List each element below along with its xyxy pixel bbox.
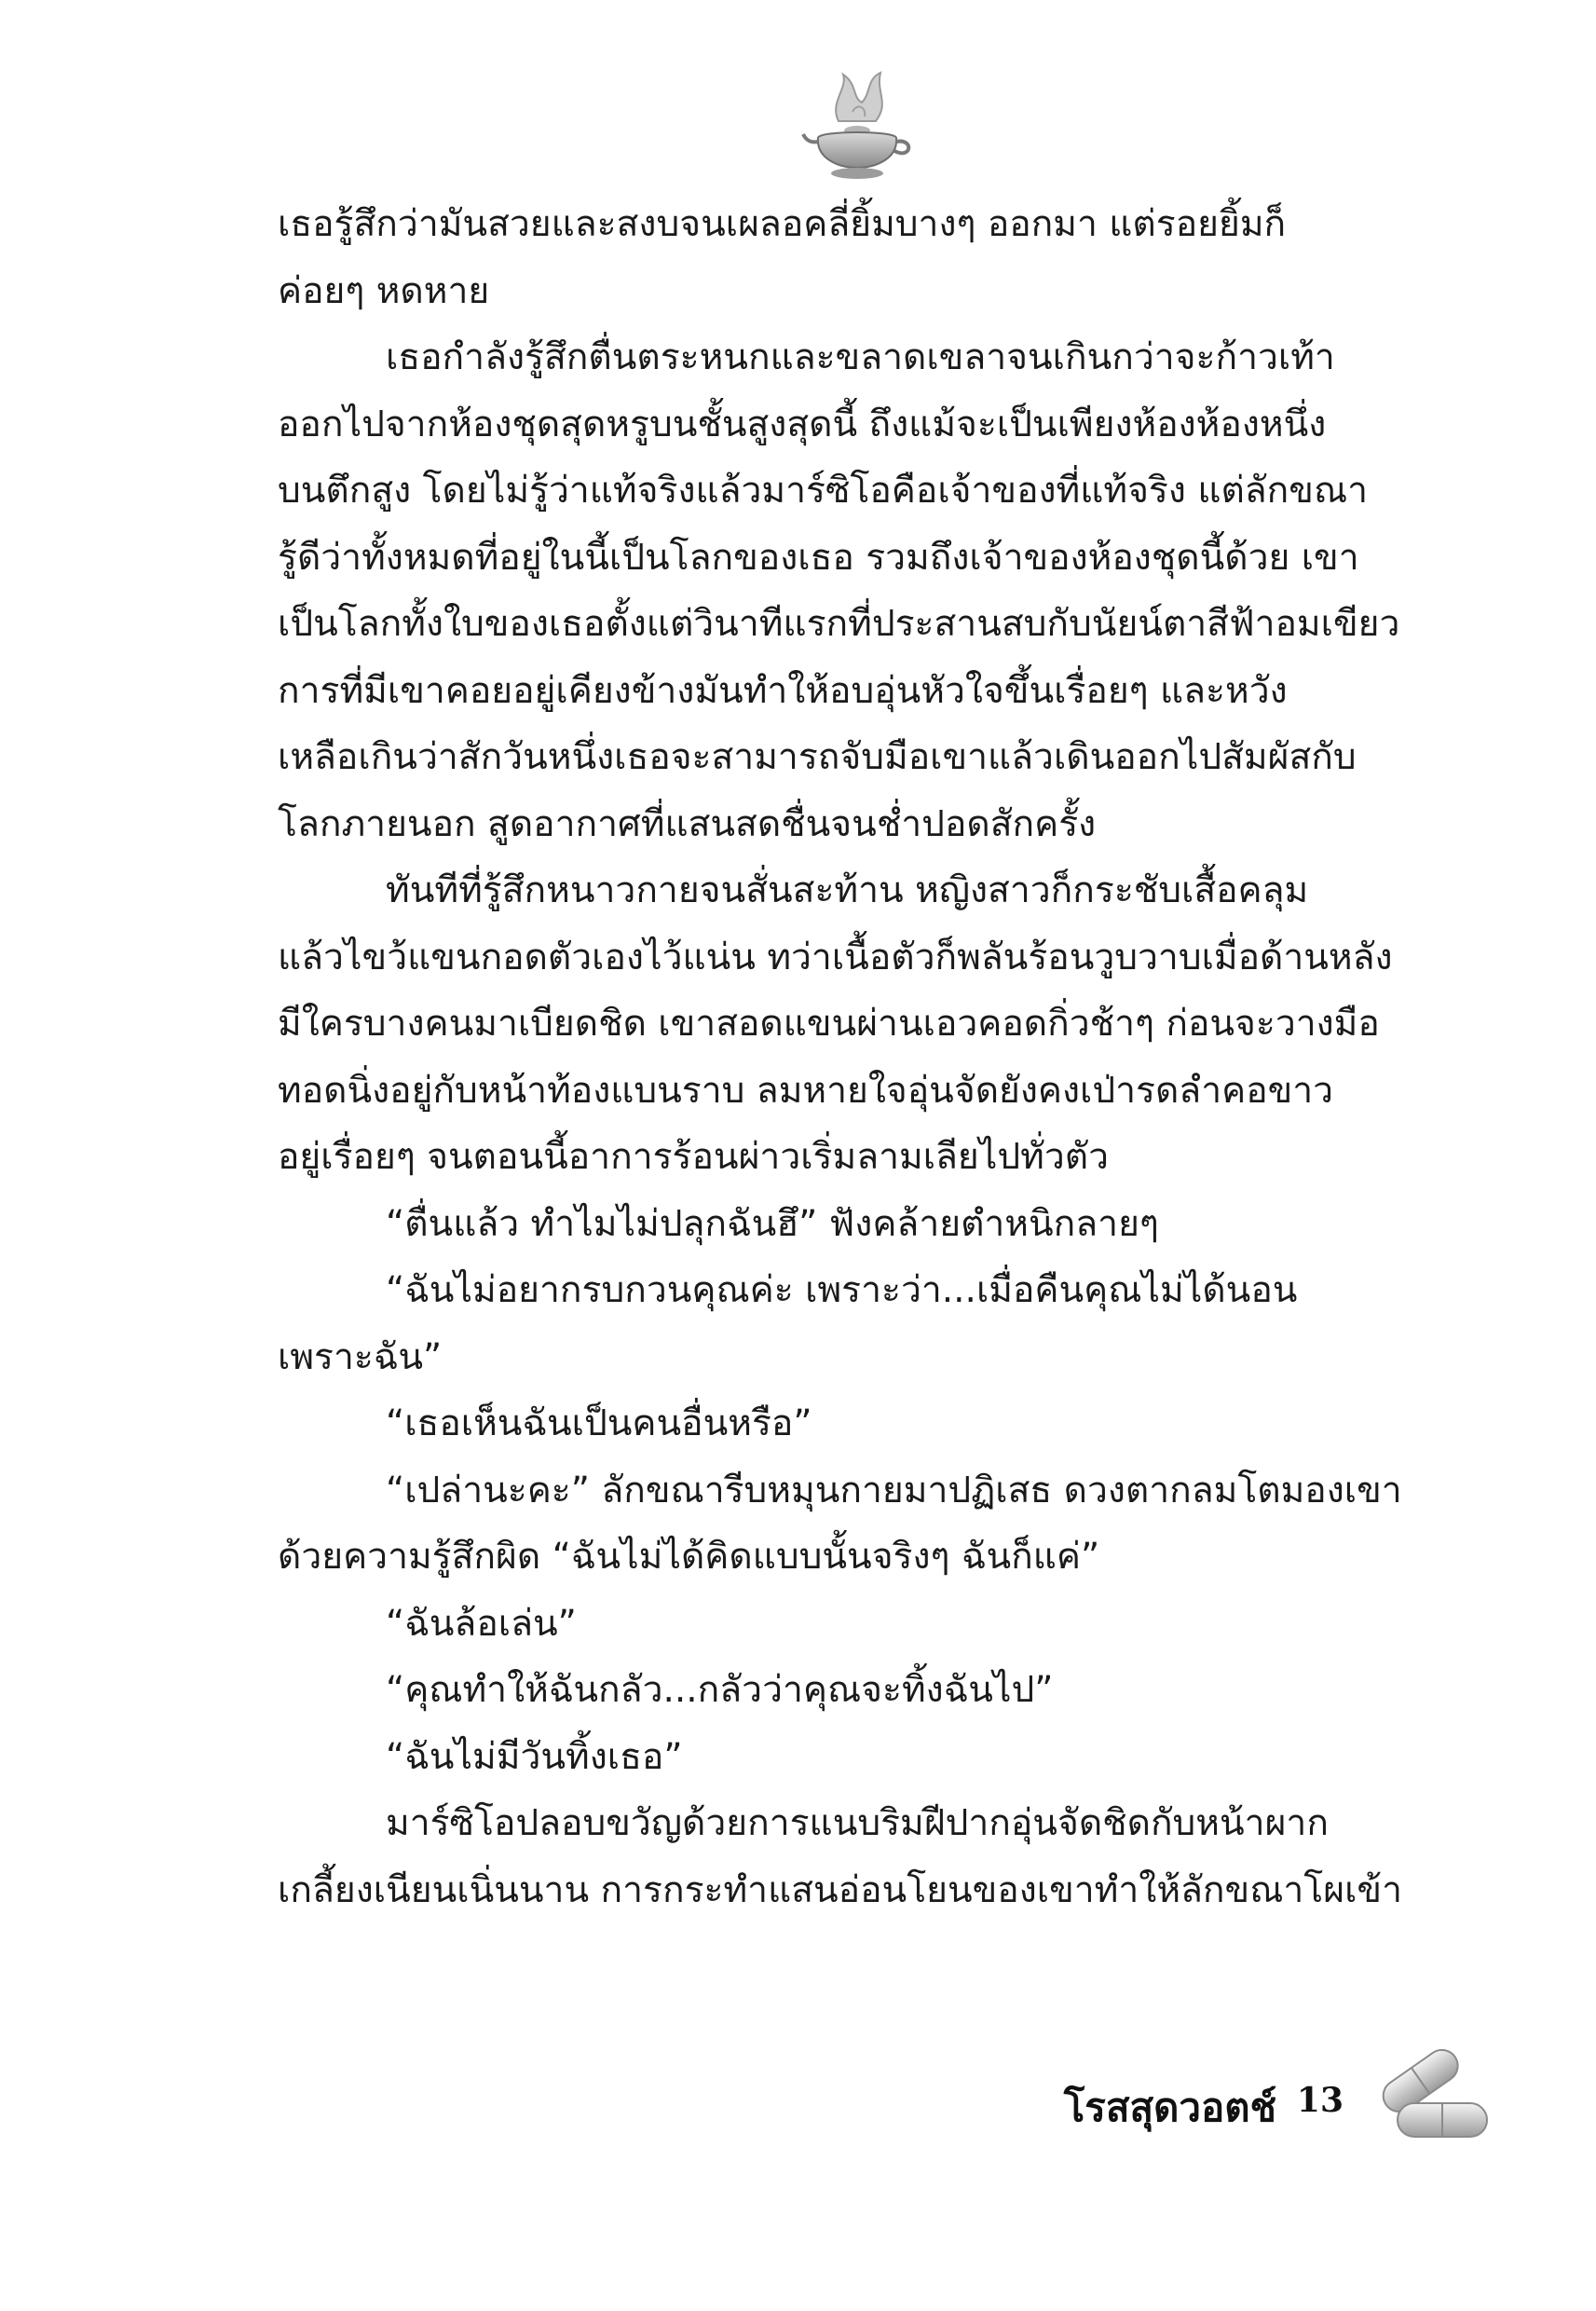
page-number: 13 [1296,2081,1344,2120]
text-line: แล้วไขว้แขนกอดตัวเองไว้แน่น ทว่าเนื้อตัวก็พลันร้อนวูบวาบเมื่อด้านหลัง [278,936,1393,978]
text-line: “ฉันไม่อยากรบกวนคุณค่ะ เพราะว่า...เมื่อคืนคุณไม่ได้นอน [386,1269,1298,1311]
text-line: “ฉันล้อเล่น” [386,1602,577,1645]
text-line: มีใครบางคนมาเบียดชิด เขาสอดแขนผ่านเอวคอดกิ่วช้าๆ ก่อนจะวางมือ [278,1003,1380,1045]
text-line: มาร์ซิโอปลอบขวัญด้วยการแนบริมฝีปากอุ่นจัดชิดกับหน้าผาก [386,1802,1329,1844]
text-line: รู้ดีว่าทั้งหมดที่อยู่ในนี้เป็นโลกของเธอ รวมถึงเจ้าของห้องชุดนี้ด้วย เขา [278,536,1359,579]
lamp-ornament-icon [801,65,913,186]
text-line: เป็นโลกทั้งใบของเธอตั้งแต่วินาทีแรกที่ประสานสบกับนัยน์ตาสีฟ้าอมเขียว [278,603,1400,645]
text-line: บนตึกสูง โดยไม่รู้ว่าแท้จริงแล้วมาร์ซิโอคือเจ้าของที่แท้จริง แต่ลักขณา [278,470,1369,512]
text-line: “คุณทำให้ฉันกลัว...กลัวว่าคุณจะทิ้งฉันไป” [386,1669,1054,1711]
text-line: “เธอเห็นฉันเป็นคนอื่นหรือ” [386,1402,812,1444]
text-line: อยู่เรื่อยๆ จนตอนนี้อาการร้อนผ่าวเริ่มลามเลียไปทั่วตัว [278,1136,1109,1178]
text-line: เกลี้ยงเนียนเนิ่นนาน การกระทำแสนอ่อนโยนของเขาทำให้ลักขณาโผเข้า [278,1868,1402,1911]
text-line: เธอรู้สึกว่ามันสวยและสงบจนเผลอคลี่ยิ้มบางๆ ออกมา แต่รอยยิ้มก็ [278,203,1287,245]
text-line: “ฉันไม่มีวันทิ้งเธอ” [386,1735,683,1778]
pill-capsule-icon [1360,2045,1491,2148]
text-line: “เปล่านะคะ” ลักขณารีบหมุนกายมาปฏิเสธ ดวงตากลมโตมองเขา [386,1469,1402,1511]
body-text [278,191,1438,1923]
text-line: ทันทีที่รู้สึกหนาวกายจนสั่นสะท้าน หญิงสาวก็กระชับเสื้อคลุม [386,869,1309,911]
page-footer [1062,2045,1491,2148]
text-line: เธอกำลังรู้สึกตื่นตระหนกและขลาดเขลาจนเกินกว่าจะก้าวเท้า [386,336,1335,378]
book-title: โรสสุดวอตช์ [1063,2085,1276,2130]
text-line: ออกไปจากห้องชุดสุดหรูบนชั้นสูงสุดนี้ ถึงแม้จะเป็นเพียงห้องห้องหนึ่ง [278,403,1327,445]
text-line: “ตื่นแล้ว ทำไมไม่ปลุกฉันฮึ” ฟังคล้ายตำหนิกลายๆ [386,1202,1159,1245]
text-line: ค่อยๆ หดหาย [278,269,490,312]
text-line: ด้วยความรู้สึกผิด “ฉันไม่ได้คิดแบบนั้นจริงๆ ฉันก็แค่” [278,1536,1100,1578]
text-line: ทอดนิ่งอยู่กับหน้าท้องแบนราบ ลมหายใจอุ่นจัดยังคงเป่ารดลำคอขาว [278,1069,1334,1112]
text-line: โลกภายนอก สูดอากาศที่แสนสดชื่นจนช่ำปอดสักครั้ง [278,802,1097,845]
text-line: เพราะฉัน” [278,1335,443,1378]
text-line: การที่มีเขาคอยอยู่เคียงข้างมันทำให้อบอุ่นหัวใจขึ้นเรื่อยๆ และหวัง [278,669,1288,712]
text-line: เหลือเกินว่าสักวันหนึ่งเธอจะสามารถจับมือเขาแล้วเดินออกไปสัมผัสกับ [278,736,1357,778]
